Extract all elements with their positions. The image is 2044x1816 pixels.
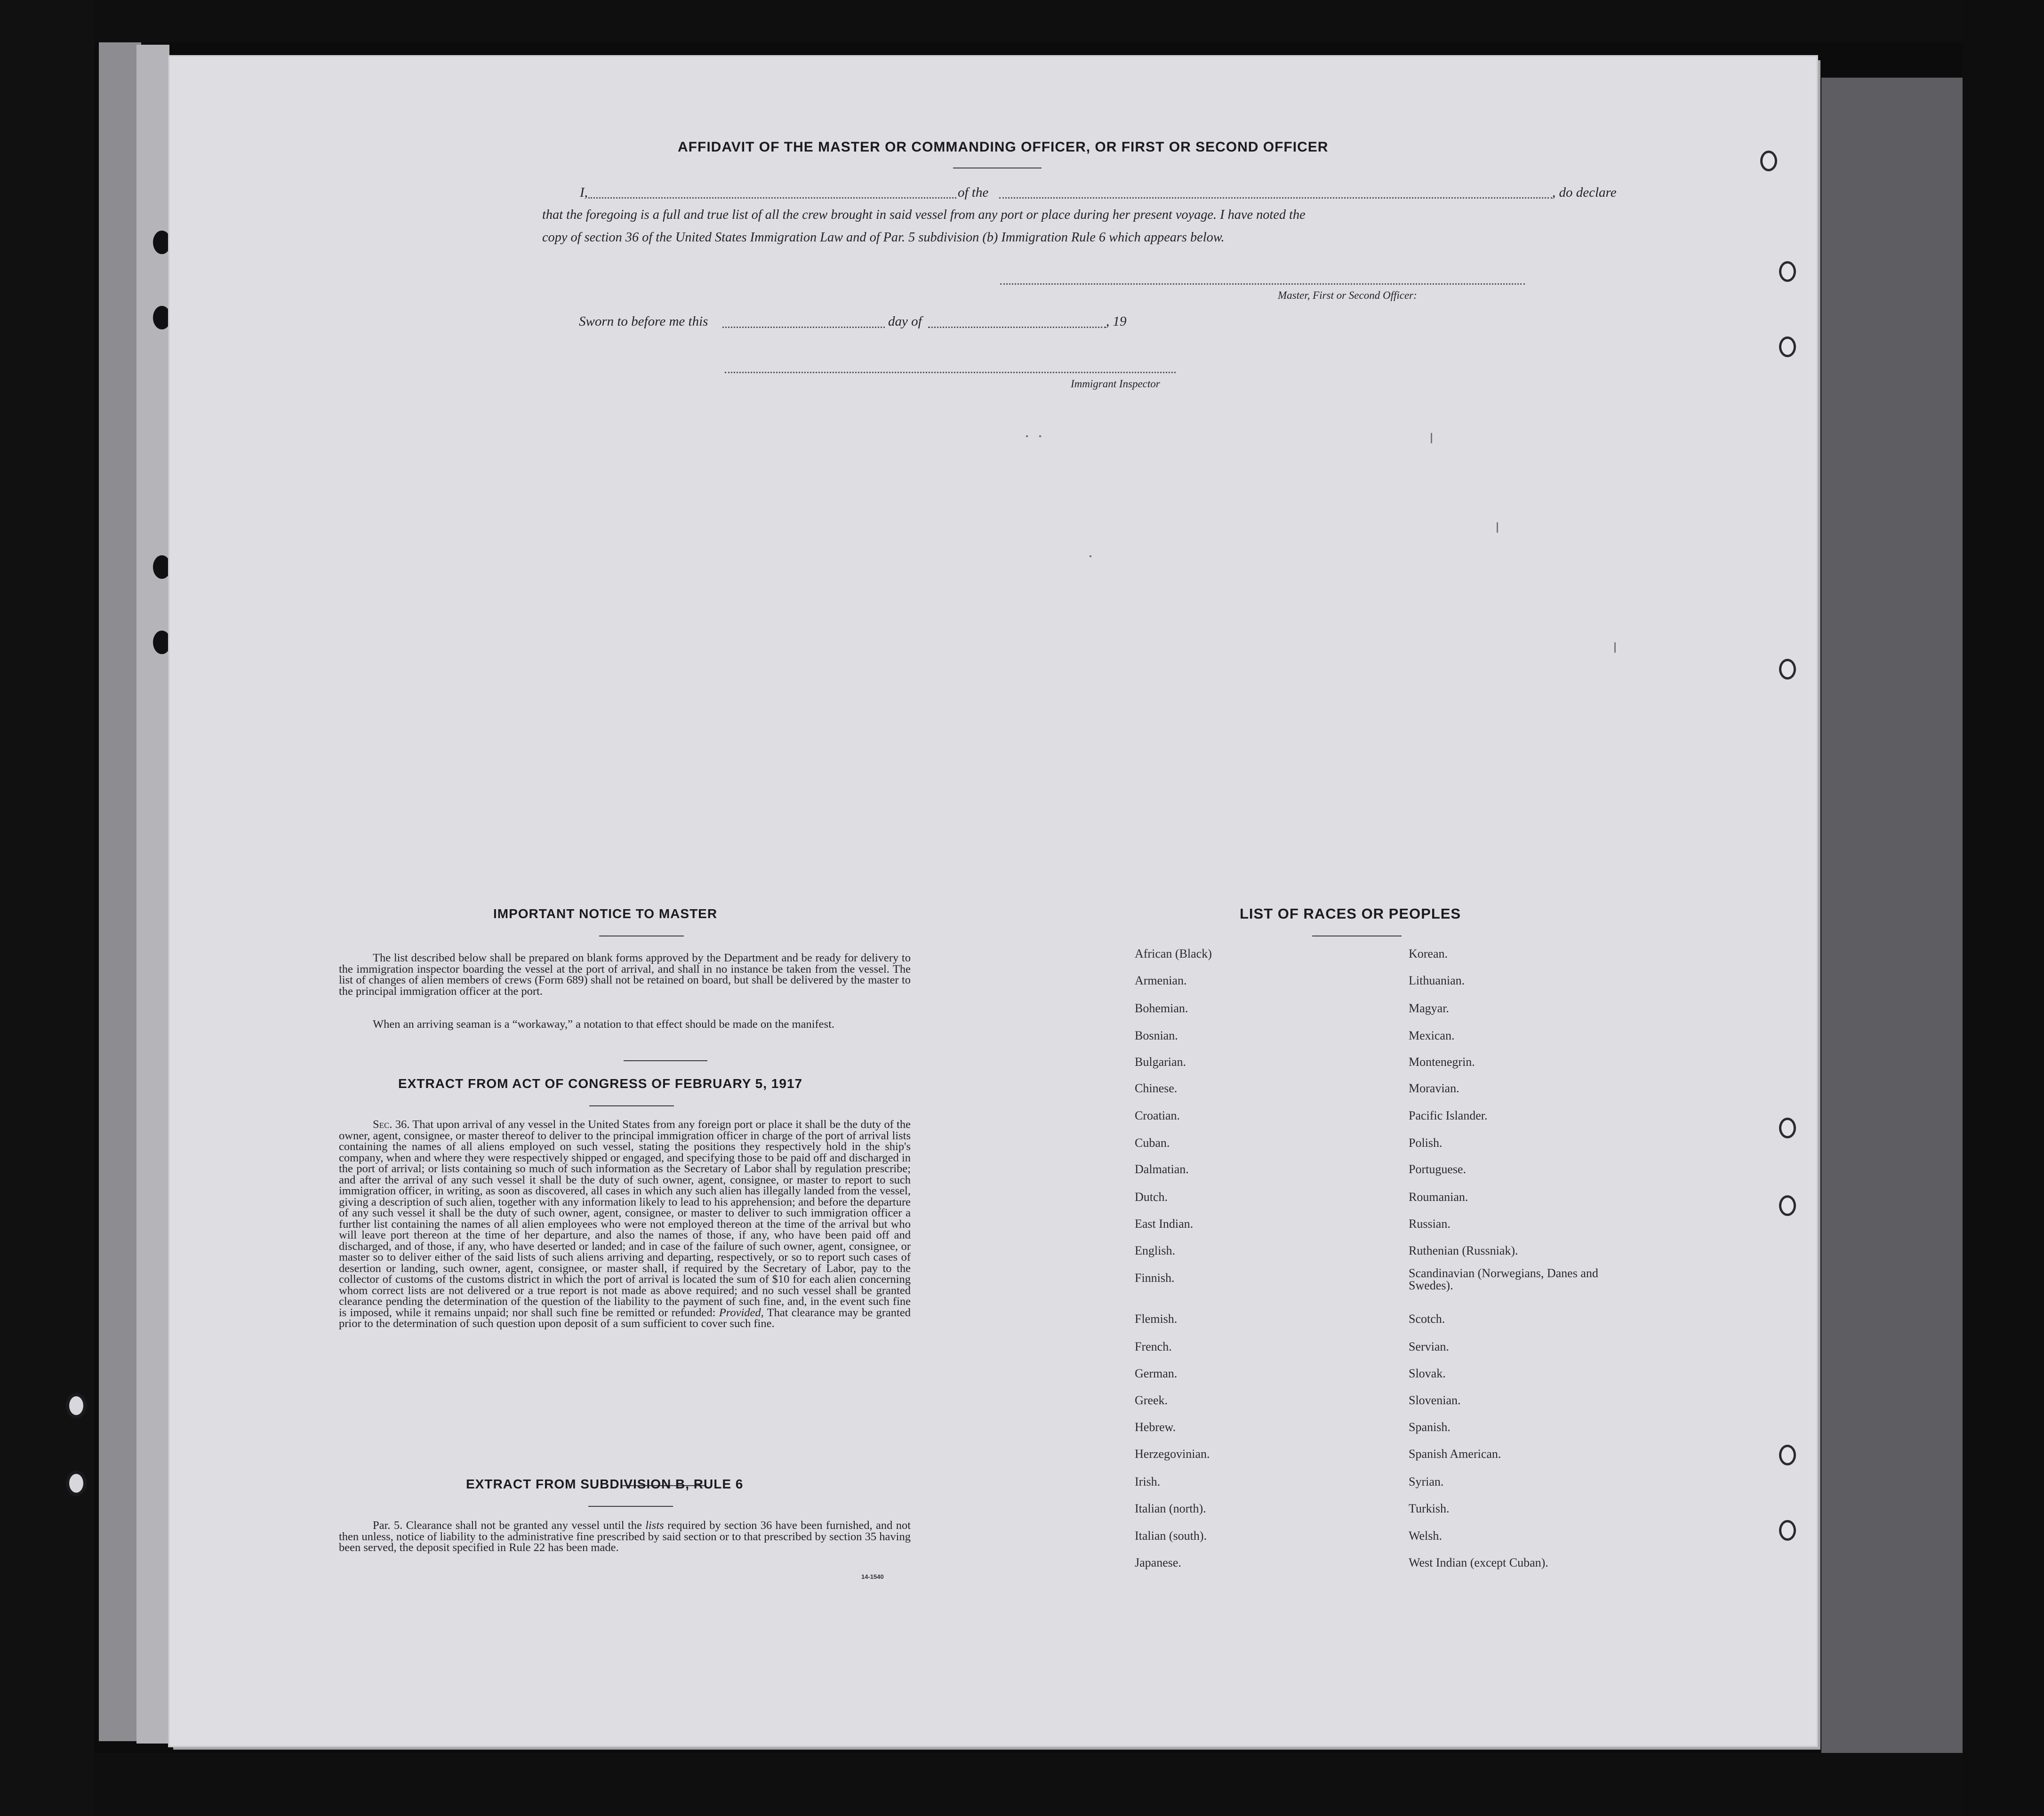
race-item: Magyar.	[1409, 1001, 1449, 1015]
affidavit-of-the-label: of the	[958, 185, 989, 200]
race-item: Slovenian.	[1409, 1393, 1461, 1407]
binding-hole	[66, 1393, 87, 1418]
right-side-board	[1821, 78, 1963, 1753]
lists-word: lists	[645, 1519, 664, 1532]
sworn-label: Sworn to before me this	[579, 314, 708, 329]
race-item: Slovak.	[1409, 1367, 1446, 1380]
race-item: Irish.	[1135, 1475, 1161, 1488]
rule-heading-rule	[588, 1506, 673, 1507]
binding-hole	[153, 631, 171, 654]
punch-hole	[1779, 1445, 1796, 1465]
sworn-day-field[interactable]	[722, 327, 885, 328]
day-of-label: day of	[888, 314, 922, 329]
race-item: Polish.	[1409, 1136, 1443, 1150]
inspector-signature-line[interactable]	[725, 372, 1176, 373]
vessel-name-field[interactable]	[999, 197, 1552, 199]
punch-hole	[1779, 1195, 1796, 1216]
rule-text-b: required by section 36 have been furnished, and not then unless, notice of liability to the administrative fine prescribed by said section or to that prescribed by section 35 having been served, the deposit specified in Rule 22 has been made.	[339, 1519, 911, 1554]
punch-hole	[1779, 1520, 1796, 1541]
race-item: Bohemian.	[1135, 1001, 1188, 1015]
race-item: Portuguese.	[1409, 1162, 1467, 1176]
sworn-month-field[interactable]	[928, 327, 1106, 328]
race-item: Moravian.	[1409, 1081, 1459, 1095]
affidavit-line-2: that the foregoing is a full and true list of all the crew brought in said vessel from any port or place during her present voyage. I have noted the	[542, 208, 1306, 222]
affidavit-do-declare: , do declare	[1552, 185, 1617, 200]
race-item: Roumanian.	[1409, 1190, 1468, 1204]
underlying-sheet-mid	[136, 45, 169, 1744]
scan-speck	[1614, 642, 1616, 653]
scan-speck	[1039, 435, 1041, 437]
right-dark-margin	[1963, 0, 2044, 1816]
rule-paragraph	[339, 1520, 911, 1553]
binding-hole	[153, 555, 171, 579]
officer-signature-caption: Master, First or Second Officer:	[1278, 289, 1417, 301]
year-label: , 19	[1106, 314, 1127, 329]
act-extract-heading: EXTRACT FROM ACT OF CONGRESS OF FEBRUARY 5, 1917	[398, 1076, 803, 1091]
sec-36-tail: That clearance may be granted prior to the determination of such question upon deposit of a sum sufficient to cover such fine.	[339, 1306, 911, 1330]
race-item: English.	[1135, 1244, 1175, 1257]
punch-hole	[1779, 659, 1796, 680]
scan-speck	[1431, 433, 1432, 443]
race-item: Italian (north).	[1135, 1502, 1206, 1515]
race-item: Spanish American.	[1409, 1447, 1501, 1461]
rule-text-a: Par. 5. Clearance shall not be granted any vessel until the	[373, 1519, 642, 1532]
notice-paragraph-1: The list described below shall be prepared on blank forms approved by the Department and be ready for delivery to the immigration inspector boarding the vessel at the port of arrival, and shall in no instance be taken from the vessel. The list of changes of alien members of crews (Form 689) shall not be retained on board, but shall be delivered by the master to the principal immigration officer at the port.	[339, 952, 911, 998]
race-item: French.	[1135, 1340, 1172, 1353]
notice-section-rule	[624, 1060, 707, 1061]
sec-36-label: Sec. 36.	[373, 1118, 410, 1131]
race-item: Greek.	[1135, 1393, 1168, 1407]
officer-signature-line[interactable]	[1000, 283, 1525, 285]
master-name-field[interactable]	[588, 197, 956, 199]
binding-hole	[66, 1471, 87, 1496]
race-item: Russian.	[1409, 1217, 1451, 1231]
race-item: Flemish.	[1135, 1312, 1178, 1326]
race-item: Italian (south).	[1135, 1529, 1207, 1543]
race-item: German.	[1135, 1367, 1178, 1380]
race-item: Scandinavian (Norwegians, Danes and Swedes).	[1409, 1266, 1598, 1292]
race-item: Lithuanian.	[1409, 974, 1465, 987]
race-item: Bulgarian.	[1135, 1055, 1186, 1069]
race-item: East Indian.	[1135, 1217, 1194, 1231]
punch-hole	[1779, 261, 1796, 282]
race-item: Syrian.	[1409, 1475, 1444, 1488]
form-code: 14-1540	[861, 1573, 884, 1580]
provided-label: Provided,	[719, 1306, 764, 1319]
scan-speck	[1090, 555, 1091, 557]
race-item: West Indian (except Cuban).	[1409, 1556, 1548, 1569]
document-page	[169, 56, 1817, 1746]
race-item: Dutch.	[1135, 1190, 1168, 1204]
races-heading: LIST OF RACES OR PEOPLES	[1240, 905, 1461, 922]
race-item: Bosnian.	[1135, 1029, 1178, 1042]
race-item: Hebrew.	[1135, 1420, 1176, 1434]
race-item: Spanish.	[1409, 1420, 1451, 1434]
punch-hole	[1779, 1118, 1796, 1138]
binding-hole	[153, 231, 171, 254]
race-item: Mexican.	[1409, 1029, 1455, 1042]
sec-36-body: That upon arrival of any vessel in the United States from any foreign port or place it shall be the duty of the owner, agent, consignee, or master thereof to deliver to the principal immigration officer in charge of the port of arrival lists containing the names of all aliens employed on such vessel, stating the positions they respectively hold in the ship's company, when and where they were respectively shipped or engaged, and specifying those to be paid off and discharged in the port of arrival; or lists containing so much of such information as the Secretary of Labor shall by regulation prescribe; and after the arrival of any such vessel it shall be the duty of such owner, agent, consignee, or master to report to such immigration officer, in writing, as soon as discovered, all cases in which any such alien has illegally landed from the vessel, giving a description of such alien, together with any information likely to lead to his apprehension; and before the departure of any such vessel it shall be the duty of such owner, agent, consignee, or master to deliver to such immigration officer a further list containing the names of all alien employees who were not employed thereon at the time of the arrival but who will leave port thereon at the time of her departure, and also the names of those, if any, who have been paid off and discharged, and of those, if any, who have deserted or landed; and in case of the failure of such owner, agent, consignee, or master so to deliver either of the said lists of such aliens arriving and departing, respectively, or so to report such cases of desertion or landing, such owner, agent, consignee, or master shall, if required by the Secretary of Labor, pay to the collector of customs of the customs district in which the port of arrival is located the sum of $10 for each alien concerning whom correct lists are not delivered or a true report is not made as above required; and no such vessel shall be granted clearance pending the determination of the question of the liability to the payment of such fine, and, in the event such fine is imposed, while it remains unpaid; nor shall such fine be remitted or refunded:	[339, 1118, 911, 1319]
punch-hole	[1779, 336, 1796, 357]
notice-heading: IMPORTANT NOTICE TO MASTER	[493, 906, 718, 921]
notice-paragraph-2: When an arriving seaman is a “workaway,” a notation to that effect should be made on the manifest.	[373, 1018, 835, 1031]
punch-hole	[1760, 151, 1777, 171]
race-item: Turkish.	[1409, 1502, 1450, 1515]
scan-speck	[1497, 522, 1498, 533]
race-item: Welsh.	[1409, 1529, 1442, 1543]
race-item: African (Black)	[1135, 947, 1212, 960]
race-item: Dalmatian.	[1135, 1162, 1189, 1176]
binding-hole	[153, 306, 171, 329]
race-item: Scotch.	[1409, 1312, 1445, 1326]
act-heading-rule	[589, 1105, 674, 1106]
rule-extract-heading: EXTRACT FROM SUBDIVISION B, RULE 6	[466, 1477, 744, 1491]
race-item: Servian.	[1409, 1340, 1449, 1353]
act-section-36-text	[339, 1119, 911, 1329]
affidavit-heading: AFFIDAVIT OF THE MASTER OR COMMANDING OFFICER, OR FIRST OR SECOND OFFICER	[678, 139, 1329, 155]
race-item: Japanese.	[1135, 1556, 1181, 1569]
race-item: Finnish.	[1135, 1271, 1175, 1285]
race-item: Pacific Islander.	[1409, 1109, 1488, 1122]
race-item: Korean.	[1409, 947, 1448, 960]
inspector-caption: Immigrant Inspector	[1071, 378, 1160, 390]
race-item: Chinese.	[1135, 1081, 1178, 1095]
race-item: Croatian.	[1135, 1109, 1180, 1122]
race-item: Cuban.	[1135, 1136, 1170, 1150]
race-item: Montenegrin.	[1409, 1055, 1475, 1069]
race-item: Herzegovinian.	[1135, 1447, 1210, 1461]
race-item: Armenian.	[1135, 974, 1187, 987]
left-dark-margin	[0, 0, 94, 1816]
underlying-sheet-left	[99, 38, 141, 1741]
bottom-dark-margin	[94, 1753, 1963, 1816]
scan-speck	[1026, 435, 1028, 437]
top-dark-margin	[94, 0, 1963, 42]
affidavit-i-label: I,	[580, 185, 588, 200]
race-item: Ruthenian (Russniak).	[1409, 1244, 1518, 1257]
affidavit-line-3: copy of section 36 of the United States Immigration Law and of Par. 5 subdivision (b) Immigration Rule 6 which appears below.	[542, 230, 1225, 245]
